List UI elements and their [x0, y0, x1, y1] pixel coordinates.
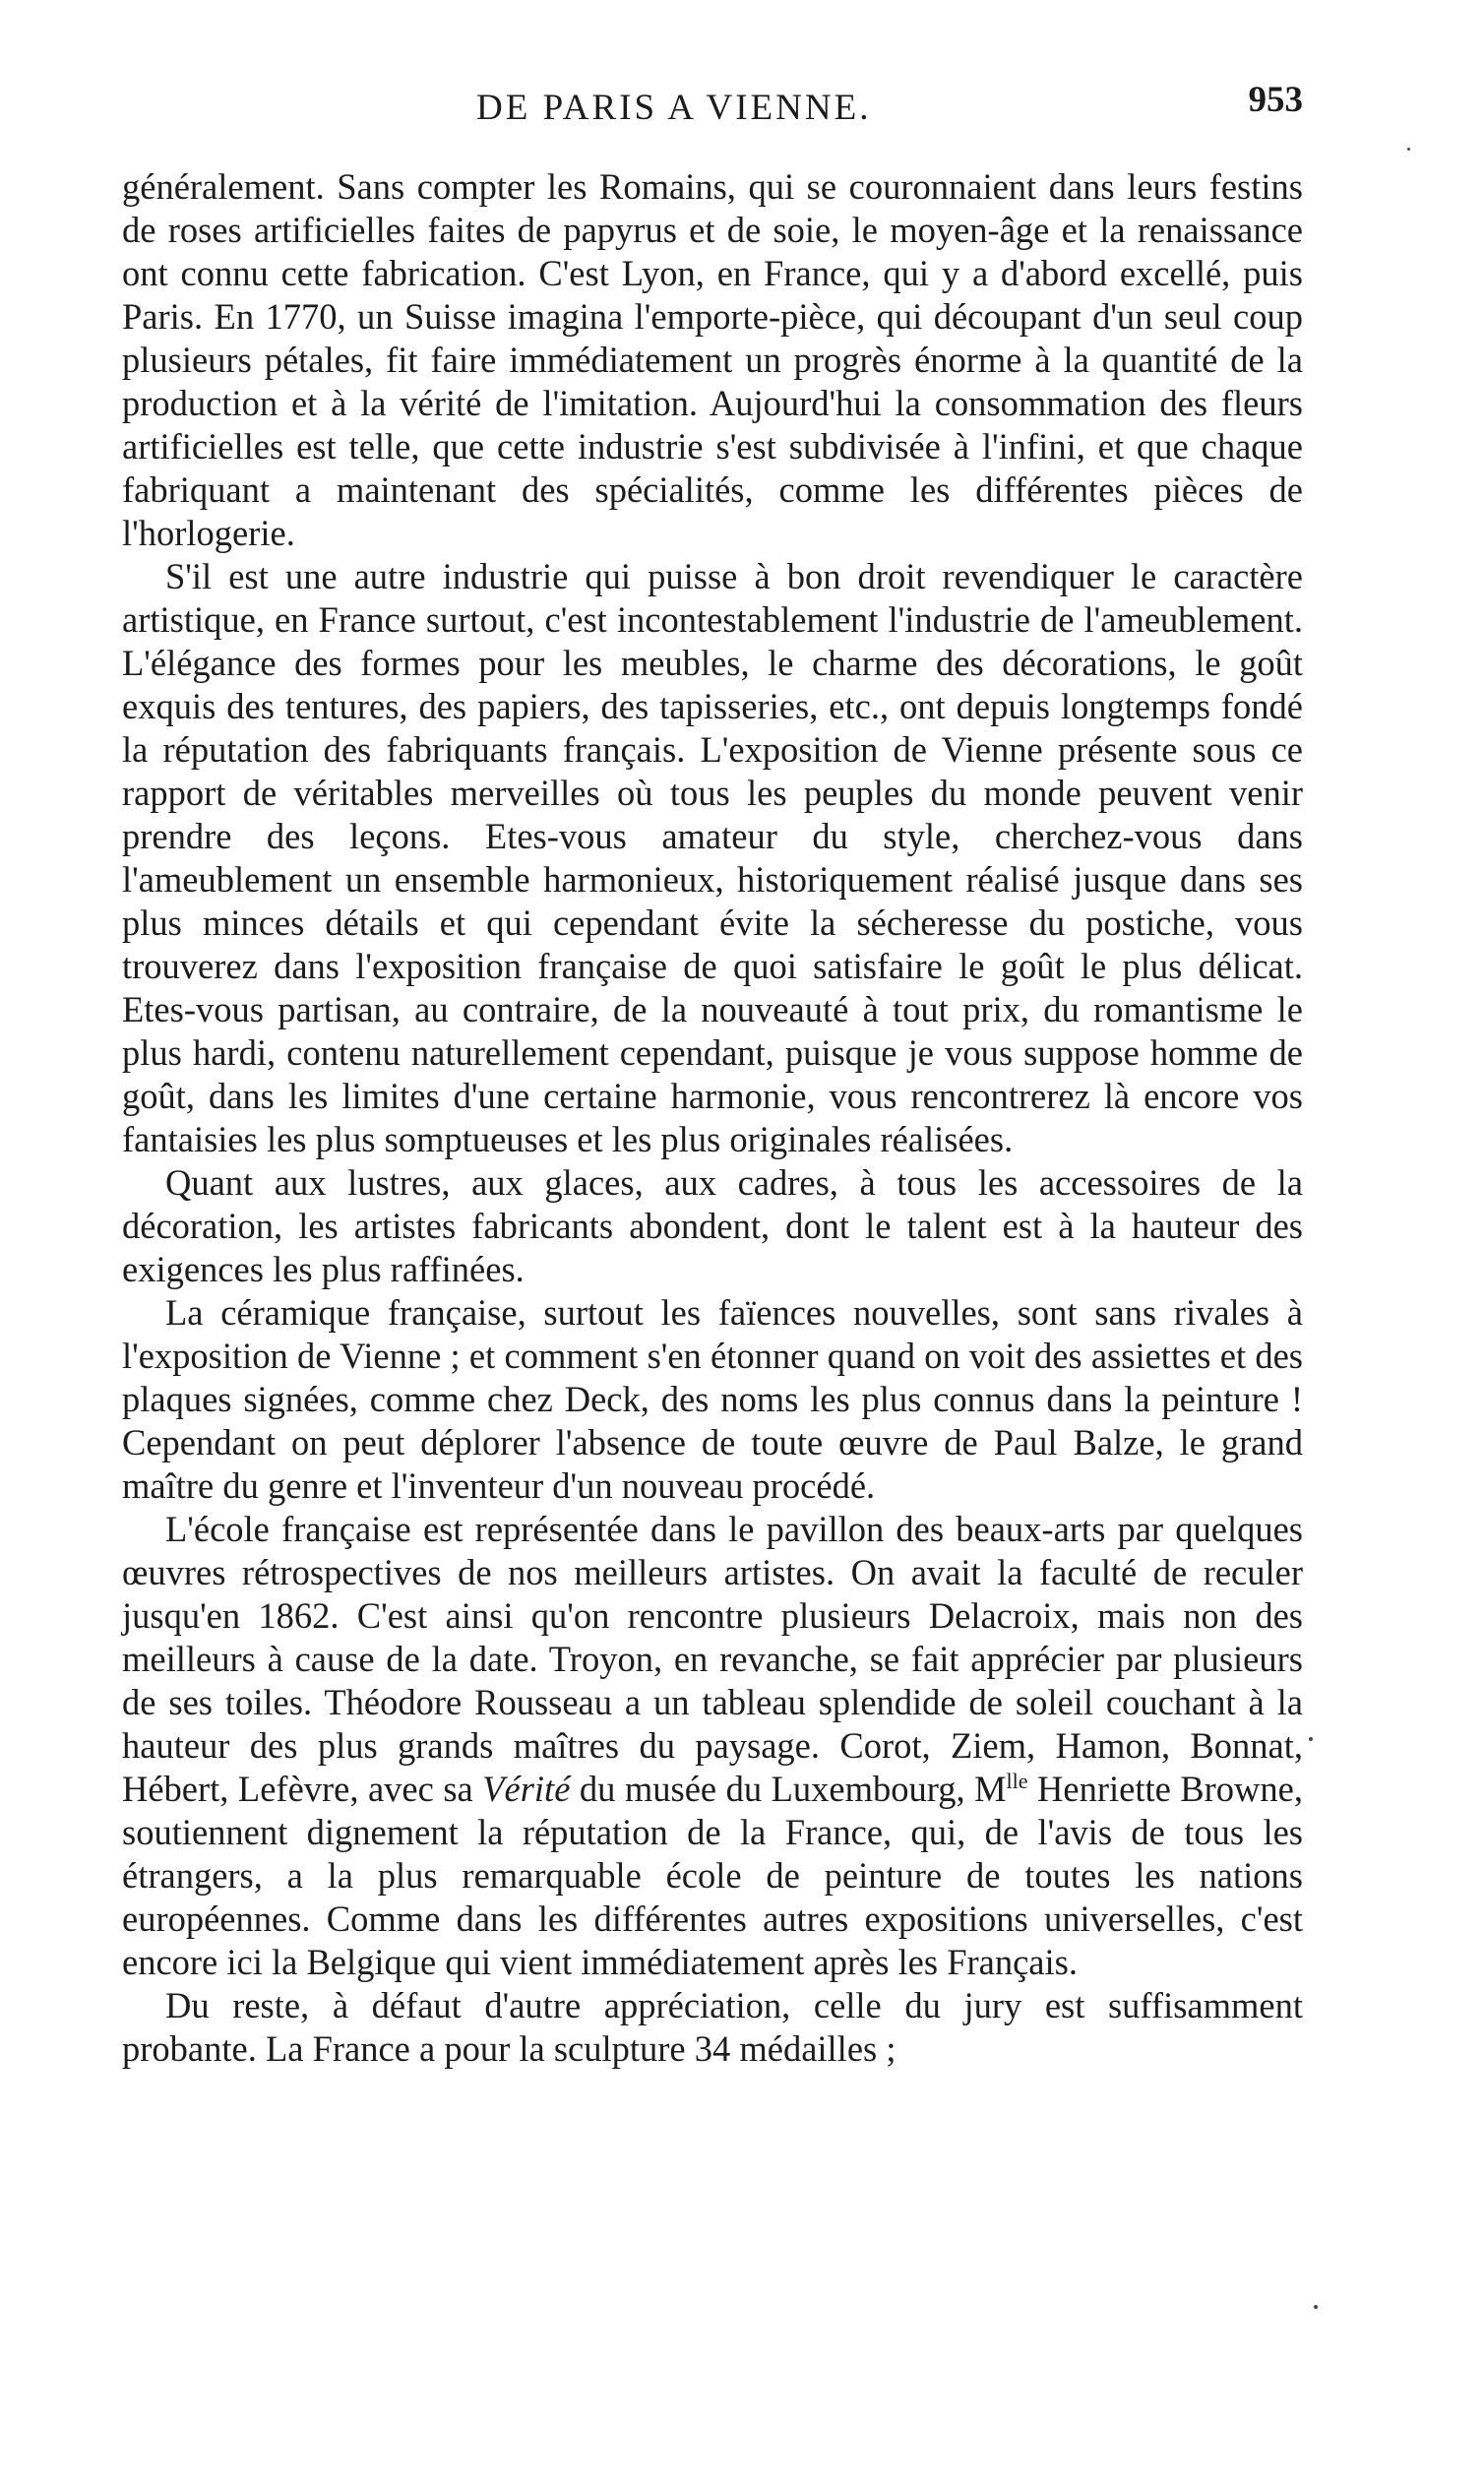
- paragraph-ameublement: S'il est une autre industrie qui puisse à bon droit revendiquer le caractère artistique, en France surtout, c'est incontestablement l'industrie de l'ameublement. L'élégance des formes pour les meubles, le charme des décorations, le goût exquis des tentures, des papiers, des tapisseries, etc., ont depuis longtemps fondé la réputation des fabriquants français. L'exposition de Vienne présente sous ce rapport de véritables merveilles où tous les peuples du monde peuvent venir prendre des leçons. Etes-vous amateur du style, cherchez-vous dans l'ameublement un ensemble harmonieux, historiquement réalisé jusque dans ses plus minces détails et qui cependant évite la sécheresse du postiche, vous trouverez dans l'exposition française de quoi satisfaire le goût le plus délicat. Etes-vous partisan, au contraire, de la nouveauté à tout prix, du romantisme le plus hardi, contenu naturellement cependant, puisque je vous suppose homme de goût, dans les limites d'une certaine harmonie, vous rencontrerez là encore vos fantaisies les plus somptueuses et les plus originales réalisées.: [122, 556, 1303, 1159]
- italic-title: Vérité: [482, 1769, 571, 1809]
- paragraph-text: Henriette Browne, soutiennent dignement la réputation de la France, qui, de l'avis de tous les étrangers, a la plus remarquable école de peinture de toutes les nations européennes. Comme dans les différentes autres expositions universelles, c'est encore ici la Belgique qui vient immédiatement après les Français.: [122, 1769, 1303, 1982]
- print-speck: [1407, 148, 1410, 151]
- superscript: lle: [1006, 1768, 1028, 1793]
- print-speck: [1309, 1737, 1313, 1741]
- print-speck: [1314, 2305, 1318, 2309]
- paragraph-jury: Du reste, à défaut d'autre appréciation, celle du jury est suffisamment probante. La France a pour la sculpture 34 médailles ;: [122, 1985, 1303, 2069]
- paragraph-ecole-francaise: [122, 1508, 1303, 1984]
- paragraph-lustres: Quant aux lustres, aux glaces, aux cadres, à tous les accessoires de la décoration, les artistes fabricants abondent, dont le talent est à la hauteur des exigences les plus raffinées.: [122, 1162, 1303, 1289]
- body-text: [122, 165, 1303, 2071]
- paragraph-text: L'école française est représentée dans le pavillon des beaux-arts par quelques œuvres rétrospectives de nos meilleurs artistes. On avait la faculté de reculer jusqu'en 1862. C'est ainsi qu'on rencontre plusieurs Delacroix, mais non des meilleurs à cause de la date. Troyon, en revanche, se fait apprécier par plusieurs de ses toiles. Théodore Rousseau a un tableau splendide de soleil couchant à la hauteur des plus grands maîtres du paysage. Corot, Ziem, Hamon, Bonnat, Hébert, Lefèvre, avec sa: [122, 1509, 1303, 1809]
- page-number: 953: [1248, 80, 1303, 120]
- paragraph-ceramique: La céramique française, surtout les faïences nouvelles, sont sans rivales à l'exposition de Vienne ; et comment s'en étonner quand on voit des assiettes et des plaques signées, comme chez Deck, des noms les plus connus dans la peinture ! Cependant on peut déplorer l'absence de toute œuvre de Paul Balze, le grand maître du genre et l'inventeur d'un nouveau procédé.: [122, 1292, 1303, 1506]
- paragraph-continued: généralement. Sans compter les Romains, qui se couronnaient dans leurs festins de roses artificielles faites de papyrus et de soie, le moyen-âge et la renaissance ont connu cette fabrication. C'est Lyon, en France, qui y a d'abord excellé, puis Paris. En 1770, un Suisse imagina l'emporte-pièce, qui découpant d'un seul coup plusieurs pétales, fit faire immédiatement un progrès énorme à la quantité de la production et à la vérité de l'imitation. Aujourd'hui la consommation des fleurs artificielles est telle, que cette industrie s'est subdivisée à l'infini, et que chaque fabriquant a maintenant des spécialités, comme les différentes pièces de l'horlogerie.: [122, 166, 1303, 553]
- paragraph-text: du musée du Luxembourg, M: [570, 1769, 1007, 1809]
- running-head: [122, 79, 1303, 138]
- running-title: DE PARIS A VIENNE.: [476, 88, 872, 128]
